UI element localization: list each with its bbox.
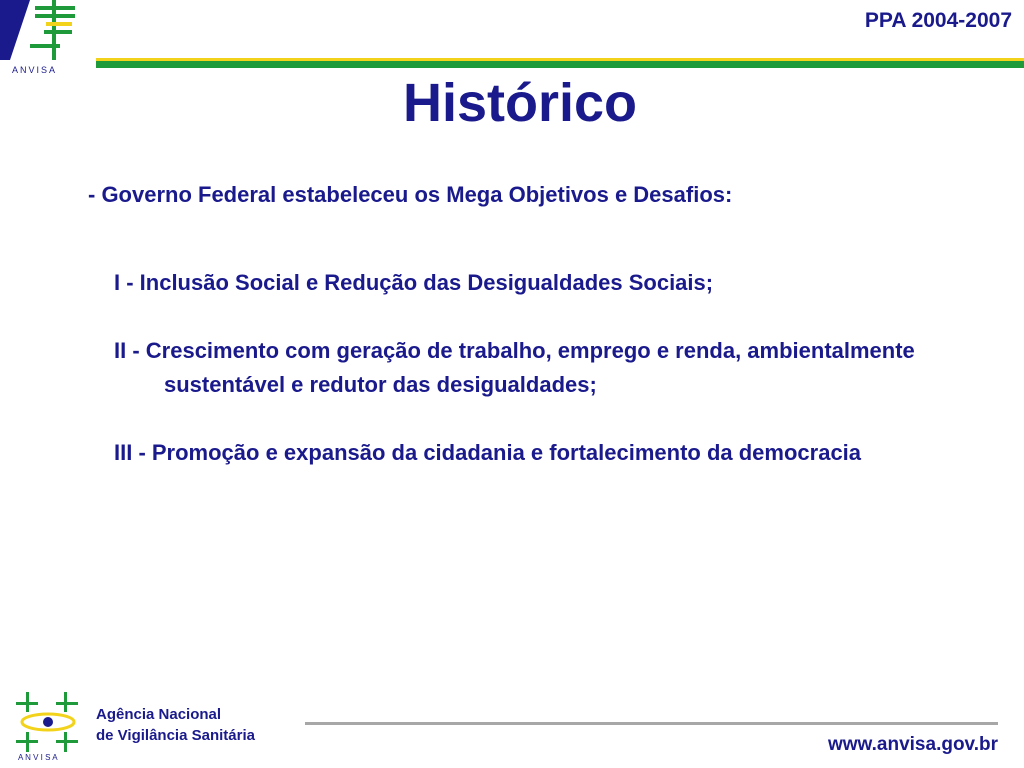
svg-text:ANVISA: ANVISA: [12, 65, 58, 75]
objective-item: I - Inclusão Social e Redução das Desigualdades Sociais;: [114, 270, 714, 295]
slide-title: Histórico: [402, 73, 638, 133]
website-link: www.anvisa.gov.br: [828, 734, 998, 755]
anvisa-footer-logo: [12, 690, 92, 762]
ppa-period: PPA 2004-2007: [864, 9, 1012, 32]
svg-text:A N V I S A: A N V I S A: [18, 753, 58, 762]
intro-text: - Governo Federal estabeleceu os Mega Objetivos e Desafios:: [88, 182, 733, 207]
agency-name-line2: de Vigilância Sanitária: [96, 727, 255, 744]
objective-item: II - Crescimento com geração de trabalho, emprego e renda, ambientalmente sustentável e redutor das desigualdades;: [114, 338, 915, 397]
objective-item: III - Promoção e expansão da cidadania e fortalecimento da democracia: [114, 440, 862, 465]
objectives-list: [114, 266, 974, 504]
anvisa-logo: [0, 0, 100, 80]
agency-name-line1: Agência Nacional: [96, 706, 222, 723]
footer-divider: [305, 722, 998, 725]
header-divider-green: [96, 61, 1024, 68]
agency-name: [96, 704, 255, 746]
